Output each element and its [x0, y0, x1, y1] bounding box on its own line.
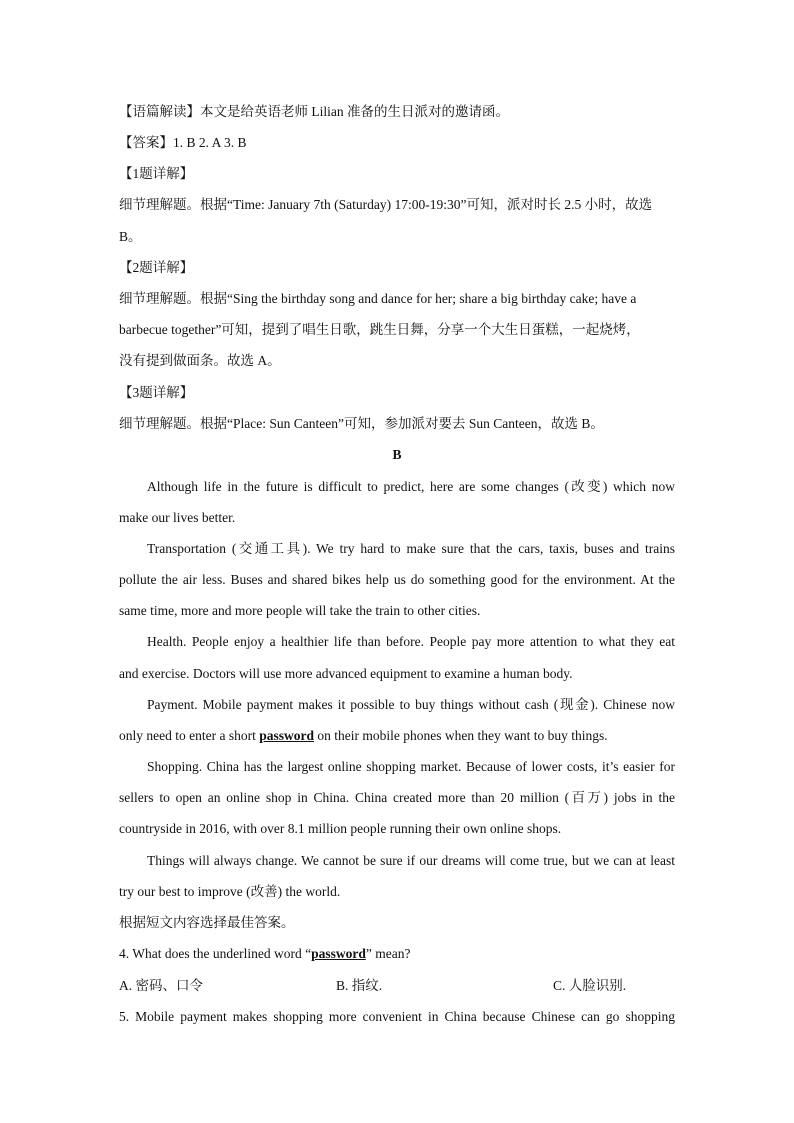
passage-p5-line1: Shopping. China has the largest online shopping market. Because of lower costs, it’s easier for	[147, 759, 675, 774]
q1-explanation-line1: 细节理解题。根据“Time: January 7th (Saturday) 17:00-19:30”可知，派对时长 2.5 小时，故选	[119, 197, 653, 212]
q4-option-c: C. 人脸识别.	[553, 978, 627, 993]
q1-heading: 【1题详解】	[119, 166, 194, 181]
q2-explanation-line1: 细节理解题。根据“Sing the birthday song and dance for her; share a big birthday cake; have a	[119, 291, 637, 306]
passage-p2-line3: same time, more and more people will take the train to other cities.	[119, 603, 481, 618]
question-4	[119, 944, 675, 964]
p4-text-after: on their mobile phones when they want to buy things.	[313, 728, 608, 743]
passage-p1-line2: make our lives better.	[119, 510, 236, 525]
passage-label: B	[392, 447, 402, 462]
question-5: 5. Mobile payment makes shopping more convenient in China because Chinese can go shopping	[119, 1009, 675, 1024]
q4-option-b: B. 指纹.	[336, 978, 383, 993]
question-instruction: 根据短文内容选择最佳答案。	[119, 915, 295, 930]
q3-explanation-line1: 细节理解题。根据“Place: Sun Canteen”可知，参加派对要去 Sun Canteen，故选 B。	[119, 416, 604, 431]
passage-p4-line2	[119, 726, 675, 746]
passage-p2-line2: pollute the air less. Buses and shared bikes help us do something good for the environment. At the	[119, 572, 675, 587]
q2-heading: 【2题详解】	[119, 260, 194, 275]
passage-p1-line1: Although life in the future is difficult to predict, here are some changes (改变) which now	[147, 479, 675, 494]
q4-text-after: ” mean?	[365, 946, 411, 961]
passage-p5-line3: countryside in 2016, with over 8.1 million people running their own online shops.	[119, 821, 562, 836]
passage-p3-line2: and exercise. Doctors will use more advanced equipment to examine a human body.	[119, 666, 573, 681]
passage-p6-line2: try our best to improve (改善) the world.	[119, 884, 341, 899]
underlined-word-password: password	[259, 728, 314, 743]
answer-key: 【答案】1. B 2. A 3. B	[119, 135, 247, 150]
q2-explanation-line3: 没有提到做面条。故选 A。	[119, 353, 281, 368]
q1-explanation-line2: B。	[119, 229, 142, 244]
passage-p2-line1: Transportation (交通工具). We try hard to make sure that the cars, taxis, buses and trains	[147, 541, 675, 556]
q3-heading: 【3题详解】	[119, 385, 194, 400]
q4-option-a: A. 密码、口令	[119, 978, 203, 993]
passage-p3-line1: Health. People enjoy a healthier life than before. People pay more attention to what they eat	[147, 634, 675, 649]
passage-p5-line2: sellers to open an online shop in China. China created more than 20 million (百万) jobs in the	[119, 790, 675, 805]
passage-p6-line1: Things will always change. We cannot be sure if our dreams will come true, but we can at least	[147, 853, 675, 868]
passage-p4-line1: Payment. Mobile payment makes it possible to buy things without cash (现金). Chinese now	[147, 697, 675, 712]
p4-text-before: only need to enter a short	[119, 728, 260, 743]
q4-text-before: 4. What does the underlined word “	[119, 946, 312, 961]
q2-explanation-line2: barbecue together”可知，提到了唱生日歌，跳生日舞，分享一个大生日蛋糕，一起烧烤，	[119, 322, 640, 337]
q4-underlined-word: password	[311, 946, 366, 961]
reading-summary: 【语篇解读】本文是给英语老师 Lilian 准备的生日派对的邀请函。	[119, 104, 509, 119]
